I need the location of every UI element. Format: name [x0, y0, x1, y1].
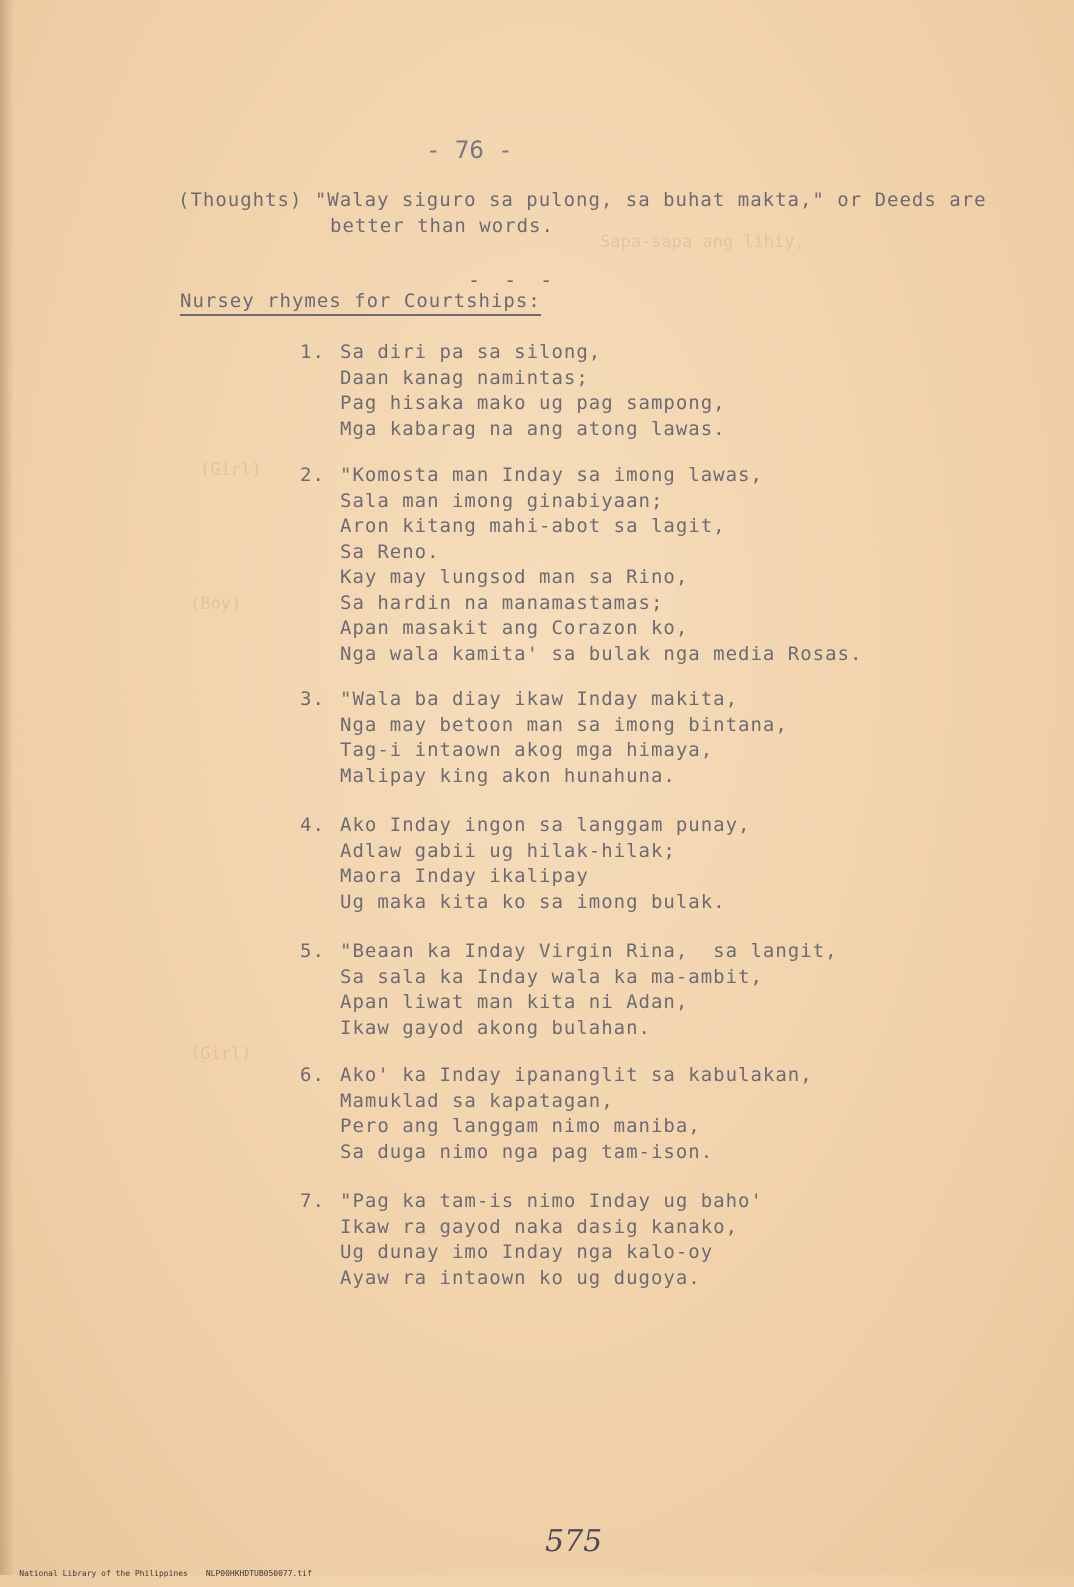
stanza-line	[300, 965, 838, 991]
stanza-number: 1.	[300, 341, 325, 363]
section-heading	[180, 290, 541, 312]
stanza-line	[300, 764, 788, 790]
stanza-text: Adlaw gabii ug hilak-hilak;	[340, 839, 676, 862]
stanza-text: Pero ang langgam nimo maniba,	[340, 1115, 701, 1137]
stanza-text: Kay may lungsod man sa Rino,	[340, 566, 689, 588]
stanza	[300, 813, 751, 915]
stanza-line	[300, 340, 726, 366]
stanza-line	[300, 1215, 763, 1241]
stanza-line	[300, 565, 862, 591]
stanza-line	[300, 417, 726, 443]
footer-filename: NLP00HKHDTUB050077.tif	[205, 1569, 312, 1578]
stanza	[300, 1063, 813, 1165]
stanza-line	[300, 591, 862, 617]
stanza-line	[300, 366, 726, 392]
stanza	[300, 939, 838, 1041]
stanza-line	[300, 1240, 763, 1266]
handwritten-page-number: 575	[545, 1524, 603, 1559]
stanza-line	[300, 540, 862, 566]
stanza-text: Pag hisaka mako ug pag sampong,	[340, 392, 726, 414]
stanza-text: Ug dunay imo Inday nga kalo-oy	[340, 1241, 714, 1263]
stanza-text: Sa duga nimo nga pag tam-ison.	[340, 1140, 714, 1163]
section-heading-text: Nursey rhymes for Courtships:	[180, 290, 541, 316]
stanza-line	[300, 1140, 813, 1166]
stanza-line	[300, 1189, 763, 1215]
stanza-text: Ikaw gayod akong bulahan.	[340, 1016, 651, 1039]
stanza	[300, 687, 788, 789]
stanza-text: Daan kanag namintas;	[340, 366, 589, 389]
stanza-text: "Wala ba diay ikaw Inday makita,	[340, 688, 739, 710]
page-left-edge-shadow	[0, 0, 14, 1575]
stanza-text: Apan masakit ang Corazon ko,	[340, 617, 689, 639]
stanza-text: Aron kitang mahi-abot sa lagit,	[340, 515, 726, 537]
stanza-text: Sa hardin na manamastamas;	[340, 591, 664, 614]
stanza-text: Maora Inday ikalipay	[340, 865, 589, 887]
stanza-text: Mamuklad sa kapatagan,	[340, 1089, 614, 1112]
stanza-text: "Komosta man Inday sa imong lawas,	[340, 464, 763, 486]
stanza-line	[300, 463, 862, 489]
stanza-text: Sa Reno.	[340, 540, 440, 563]
stanza-line	[300, 391, 726, 417]
stanza-text: Sa sala ka Inday wala ka ma-ambit,	[340, 965, 763, 988]
stanza-number: 5.	[300, 940, 325, 962]
stanza-text: Ako' ka Inday ipananglit sa kabulakan,	[340, 1064, 813, 1086]
stanza-line	[300, 813, 751, 839]
stanza-number: 4.	[300, 814, 325, 836]
page-number: - 76 -	[426, 136, 513, 164]
stanza-text: "Beaan ka Inday Virgin Rina, sa langit,	[340, 940, 838, 962]
stanza-line	[300, 939, 838, 965]
stanza-line	[300, 738, 788, 764]
stanza	[300, 1189, 763, 1291]
stanza-text: Tag-i intaown akog mga himaya,	[340, 739, 714, 761]
footer-source: National Library of the Philippines	[19, 1569, 188, 1578]
scan-footer	[0, 1560, 330, 1587]
stanza-text: Ikaw ra gayod naka dasig kanako,	[340, 1215, 739, 1238]
stanza-line	[300, 1089, 813, 1115]
stanza-number: 6.	[300, 1064, 325, 1086]
stanza-line	[300, 1266, 763, 1292]
bleed-through-text: (Girl)	[190, 1044, 252, 1064]
bleed-through-text: Sapa-sapa ang lihiy,	[600, 232, 805, 252]
stanza-line	[300, 864, 751, 890]
stanza-number: 2.	[300, 464, 325, 486]
stanza-line	[300, 1016, 838, 1042]
stanza-text: "Pag ka tam-is nimo Inday ug baho'	[340, 1190, 763, 1212]
stanza-text: Sala man imong ginabiyaan;	[340, 489, 664, 512]
thoughts-line-2: better than words.	[330, 215, 554, 237]
stanza-line	[300, 990, 838, 1016]
stanza-line	[300, 489, 862, 515]
stanza-number: 3.	[300, 688, 325, 710]
stanza-text: Mga kabarag na ang atong lawas.	[340, 417, 726, 440]
stanza-text: Sa diri pa sa silong,	[340, 341, 602, 363]
bleed-through-text: (Girl)	[200, 460, 262, 480]
stanza-text: Nga wala kamita' sa bulak nga media Rosas.	[340, 642, 863, 665]
stanza-line	[300, 642, 862, 668]
stanza-text: Malipay king akon hunahuna.	[340, 764, 676, 787]
stanza-line	[300, 713, 788, 739]
stanza-text: Ayaw ra intaown ko ug dugoya.	[340, 1266, 701, 1289]
stanza-text: Ako Inday ingon sa langgam punay,	[340, 814, 751, 836]
stanza-number: 7.	[300, 1190, 325, 1212]
stanza-line	[300, 890, 751, 916]
stanza-text: Ug maka kita ko sa imong bulak.	[340, 890, 726, 913]
stanza-line	[300, 1114, 813, 1140]
stanza-line	[300, 1063, 813, 1089]
stanza-text: Nga may betoon man sa imong bintana,	[340, 713, 788, 736]
stanza-line	[300, 839, 751, 865]
stanza	[300, 463, 862, 667]
stanza-line	[300, 616, 862, 642]
bleed-through-text: (Boy)	[190, 594, 242, 614]
stanza-text: Apan liwat man kita ni Adan,	[340, 991, 689, 1013]
stanza	[300, 340, 726, 442]
thoughts-line-1: (Thoughts) "Walay siguro sa pulong, sa buhat makta," or Deeds are	[178, 189, 987, 211]
section-separator: - - -	[468, 268, 559, 292]
stanza-line	[300, 514, 862, 540]
stanza-line	[300, 687, 788, 713]
